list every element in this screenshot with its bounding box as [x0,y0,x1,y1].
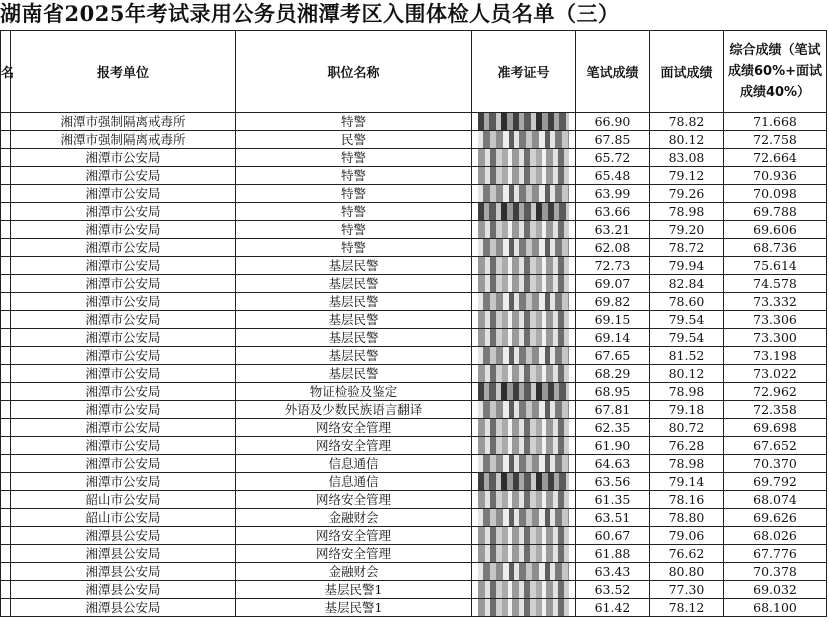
exam-id-cell [472,239,576,257]
written-score-cell: 68.95 [576,383,650,401]
written-score-cell: 61.90 [576,437,650,455]
exam-id-cell [472,221,576,239]
total-score-cell: 68.100 [724,599,827,617]
unit-cell: 湘潭市公安局 [11,383,236,401]
total-score-cell: 69.032 [724,581,827,599]
redacted-exam-id [478,347,569,364]
position-cell: 特警 [236,167,472,185]
total-score-cell: 69.792 [724,473,827,491]
redacted-exam-id [478,563,569,580]
interview-score-cell: 79.14 [650,473,724,491]
table-row [1,185,827,203]
written-score-cell: 72.73 [576,257,650,275]
written-score-cell: 68.29 [576,365,650,383]
written-score-cell: 61.35 [576,491,650,509]
written-score-cell: 63.52 [576,581,650,599]
page-title: 湖南省2025年考试录用公务员湘潭考区入围体检人员名单（三） [0,1,620,26]
position-cell: 基层民警 [236,329,472,347]
table-row [1,401,827,419]
table-row [1,149,827,167]
interview-score-cell: 81.52 [650,347,724,365]
total-score-cell: 68.026 [724,527,827,545]
exam-id-cell [472,437,576,455]
position-cell: 基层民警1 [236,581,472,599]
exam-id-cell [472,473,576,491]
redacted-exam-id [478,383,569,400]
exam-id-cell [472,455,576,473]
redacted-exam-id [478,293,569,310]
exam-id-cell [472,185,576,203]
header-exam-id: 准考证号 [472,31,576,113]
name-cell [1,491,11,509]
interview-score-cell: 79.54 [650,311,724,329]
interview-score-cell: 79.94 [650,257,724,275]
total-score-cell: 73.306 [724,311,827,329]
name-cell [1,581,11,599]
redacted-exam-id [478,599,569,616]
redacted-exam-id [478,257,569,274]
name-cell [1,257,11,275]
interview-score-cell: 78.80 [650,509,724,527]
exam-id-cell [472,383,576,401]
name-cell [1,401,11,419]
redacted-exam-id [478,491,569,508]
redacted-exam-id [478,113,569,130]
redacted-exam-id [478,581,569,598]
exam-id-cell [472,545,576,563]
position-cell: 特警 [236,221,472,239]
total-score-cell: 72.962 [724,383,827,401]
exam-id-cell [472,401,576,419]
position-cell: 基层民警1 [236,599,472,617]
interview-score-cell: 78.98 [650,383,724,401]
redacted-exam-id [478,455,569,472]
exam-id-cell [472,509,576,527]
position-cell: 基层民警 [236,293,472,311]
written-score-cell: 67.81 [576,401,650,419]
redacted-exam-id [478,203,569,220]
exam-id-cell [472,581,576,599]
interview-score-cell: 79.12 [650,167,724,185]
unit-cell: 湘潭市强制隔离戒毒所 [11,131,236,149]
name-cell [1,347,11,365]
exam-id-cell [472,527,576,545]
total-score-cell: 68.736 [724,239,827,257]
interview-score-cell: 78.98 [650,203,724,221]
name-cell [1,599,11,617]
total-score-cell: 72.664 [724,149,827,167]
redacted-exam-id [478,149,569,166]
table-row [1,311,827,329]
name-cell [1,455,11,473]
position-cell: 基层民警 [236,347,472,365]
interview-score-cell: 78.16 [650,491,724,509]
unit-cell: 湘潭市公安局 [11,419,236,437]
position-cell: 基层民警 [236,365,472,383]
position-cell: 外语及少数民族语言翻译 [236,401,472,419]
total-score-cell: 73.198 [724,347,827,365]
unit-cell: 湘潭市公安局 [11,185,236,203]
unit-cell: 湘潭市公安局 [11,437,236,455]
position-cell: 网络安全管理 [236,419,472,437]
interview-score-cell: 83.08 [650,149,724,167]
written-score-cell: 69.82 [576,293,650,311]
exam-id-cell [472,311,576,329]
written-score-cell: 63.66 [576,203,650,221]
name-cell [1,473,11,491]
name-cell [1,419,11,437]
position-cell: 特警 [236,239,472,257]
name-cell [1,509,11,527]
unit-cell: 湘潭县公安局 [11,545,236,563]
name-cell [1,365,11,383]
name-cell [1,329,11,347]
position-cell: 网络安全管理 [236,527,472,545]
name-cell [1,203,11,221]
redacted-exam-id [478,527,569,544]
written-score-cell: 63.56 [576,473,650,491]
position-cell: 信息通信 [236,473,472,491]
table-row [1,293,827,311]
name-cell [1,275,11,293]
written-score-cell: 67.85 [576,131,650,149]
unit-cell: 湘潭市公安局 [11,473,236,491]
exam-id-cell [472,131,576,149]
interview-score-cell: 79.18 [650,401,724,419]
table-row [1,509,827,527]
exam-id-cell [472,329,576,347]
position-cell: 金融财会 [236,509,472,527]
total-score-cell: 71.668 [724,113,827,131]
interview-score-cell: 80.72 [650,419,724,437]
total-score-cell: 72.358 [724,401,827,419]
header-name: 名 [1,31,11,113]
total-score-cell: 69.606 [724,221,827,239]
written-score-cell: 62.08 [576,239,650,257]
interview-score-cell: 76.28 [650,437,724,455]
redacted-exam-id [478,401,569,418]
name-cell [1,239,11,257]
position-cell: 特警 [236,203,472,221]
exam-id-cell [472,491,576,509]
table-row [1,545,827,563]
redacted-exam-id [478,419,569,436]
exam-id-cell [472,419,576,437]
table-row [1,365,827,383]
table-row [1,563,827,581]
header-unit: 报考单位 [11,31,236,113]
header-interview-score: 面试成绩 [650,31,724,113]
redacted-exam-id [478,365,569,382]
unit-cell: 湘潭县公安局 [11,527,236,545]
exam-id-cell [472,167,576,185]
redacted-exam-id [478,473,569,490]
interview-score-cell: 80.80 [650,563,724,581]
written-score-cell: 63.51 [576,509,650,527]
total-score-cell: 70.098 [724,185,827,203]
table-row [1,437,827,455]
written-score-cell: 63.21 [576,221,650,239]
interview-score-cell: 78.12 [650,599,724,617]
total-score-cell: 67.652 [724,437,827,455]
exam-id-cell [472,113,576,131]
exam-id-cell [472,203,576,221]
written-score-cell: 61.42 [576,599,650,617]
redacted-exam-id [478,275,569,292]
redacted-exam-id [478,437,569,454]
redacted-exam-id [478,311,569,328]
interview-score-cell: 77.30 [650,581,724,599]
unit-cell: 湘潭市公安局 [11,149,236,167]
header-position: 职位名称 [236,31,472,113]
written-score-cell: 69.14 [576,329,650,347]
name-cell [1,167,11,185]
name-cell [1,383,11,401]
table-row [1,113,827,131]
table-row [1,275,827,293]
interview-score-cell: 78.72 [650,239,724,257]
name-cell [1,149,11,167]
unit-cell: 韶山市公安局 [11,509,236,527]
redacted-exam-id [478,509,569,526]
unit-cell: 湘潭市强制隔离戒毒所 [11,113,236,131]
total-score-cell: 69.626 [724,509,827,527]
unit-cell: 湘潭市公安局 [11,221,236,239]
table-row [1,257,827,275]
position-cell: 网络安全管理 [236,545,472,563]
table-row [1,419,827,437]
unit-cell: 湘潭市公安局 [11,365,236,383]
position-cell: 基层民警 [236,275,472,293]
interview-score-cell: 78.60 [650,293,724,311]
table-row [1,203,827,221]
interview-score-cell: 78.82 [650,113,724,131]
redacted-exam-id [478,221,569,238]
unit-cell: 湘潭市公安局 [11,347,236,365]
redacted-exam-id [478,185,569,202]
redacted-exam-id [478,545,569,562]
interview-score-cell: 82.84 [650,275,724,293]
interview-score-cell: 78.98 [650,455,724,473]
redacted-exam-id [478,329,569,346]
table-row [1,329,827,347]
unit-cell: 韶山市公安局 [11,491,236,509]
table-row [1,347,827,365]
total-score-cell: 70.370 [724,455,827,473]
written-score-cell: 61.88 [576,545,650,563]
unit-cell: 湘潭县公安局 [11,581,236,599]
total-score-cell: 73.022 [724,365,827,383]
interview-score-cell: 80.12 [650,365,724,383]
position-cell: 基层民警 [236,311,472,329]
name-cell [1,221,11,239]
table-row [1,581,827,599]
unit-cell: 湘潭市公安局 [11,293,236,311]
name-cell [1,131,11,149]
exam-id-cell [472,257,576,275]
name-cell [1,545,11,563]
position-cell: 网络安全管理 [236,491,472,509]
total-score-cell: 69.788 [724,203,827,221]
exam-id-cell [472,149,576,167]
unit-cell: 湘潭市公安局 [11,329,236,347]
unit-cell: 湘潭市公安局 [11,203,236,221]
total-score-cell: 68.074 [724,491,827,509]
written-score-cell: 63.43 [576,563,650,581]
table-row [1,131,827,149]
table-header-row [1,31,827,113]
interview-score-cell: 79.06 [650,527,724,545]
position-cell: 特警 [236,113,472,131]
interview-score-cell: 79.54 [650,329,724,347]
total-score-cell: 73.300 [724,329,827,347]
total-score-cell: 67.776 [724,545,827,563]
table-row [1,221,827,239]
redacted-exam-id [478,131,569,148]
exam-id-cell [472,365,576,383]
name-cell [1,113,11,131]
exam-id-cell [472,563,576,581]
table-row [1,527,827,545]
interview-score-cell: 79.26 [650,185,724,203]
name-cell [1,527,11,545]
written-score-cell: 65.48 [576,167,650,185]
table-row [1,599,827,617]
written-score-cell: 60.67 [576,527,650,545]
position-cell: 物证检验及鉴定 [236,383,472,401]
interview-score-cell: 80.12 [650,131,724,149]
total-score-cell: 70.378 [724,563,827,581]
written-score-cell: 63.99 [576,185,650,203]
position-cell: 特警 [236,185,472,203]
name-cell [1,185,11,203]
position-cell: 网络安全管理 [236,437,472,455]
table-row [1,491,827,509]
position-cell: 金融财会 [236,563,472,581]
exam-id-cell [472,275,576,293]
position-cell: 特警 [236,149,472,167]
total-score-cell: 75.614 [724,257,827,275]
written-score-cell: 64.63 [576,455,650,473]
table-row [1,455,827,473]
interview-score-cell: 79.20 [650,221,724,239]
results-table [0,30,826,617]
unit-cell: 湘潭县公安局 [11,563,236,581]
total-score-cell: 73.332 [724,293,827,311]
name-cell [1,563,11,581]
total-score-cell: 69.698 [724,419,827,437]
written-score-cell: 65.72 [576,149,650,167]
unit-cell: 湘潭市公安局 [11,455,236,473]
written-score-cell: 69.07 [576,275,650,293]
unit-cell: 湘潭县公安局 [11,599,236,617]
header-total-score: 综合成绩（笔试成绩60%+面试成绩40%） [724,31,827,113]
position-cell: 基层民警 [236,257,472,275]
name-cell [1,293,11,311]
written-score-cell: 67.65 [576,347,650,365]
position-cell: 信息通信 [236,455,472,473]
written-score-cell: 66.90 [576,113,650,131]
table-row [1,383,827,401]
name-cell [1,311,11,329]
unit-cell: 湘潭市公安局 [11,311,236,329]
written-score-cell: 62.35 [576,419,650,437]
table-row [1,239,827,257]
redacted-exam-id [478,167,569,184]
total-score-cell: 74.578 [724,275,827,293]
position-cell: 民警 [236,131,472,149]
unit-cell: 湘潭市公安局 [11,401,236,419]
exam-id-cell [472,293,576,311]
total-score-cell: 72.758 [724,131,827,149]
written-score-cell: 69.15 [576,311,650,329]
name-cell [1,437,11,455]
unit-cell: 湘潭市公安局 [11,167,236,185]
exam-id-cell [472,599,576,617]
total-score-cell: 70.936 [724,167,827,185]
redacted-exam-id [478,239,569,256]
unit-cell: 湘潭市公安局 [11,257,236,275]
unit-cell: 湘潭市公安局 [11,239,236,257]
unit-cell: 湘潭市公安局 [11,275,236,293]
header-written-score: 笔试成绩 [576,31,650,113]
exam-id-cell [472,347,576,365]
table-row [1,473,827,491]
table-row [1,167,827,185]
interview-score-cell: 76.62 [650,545,724,563]
